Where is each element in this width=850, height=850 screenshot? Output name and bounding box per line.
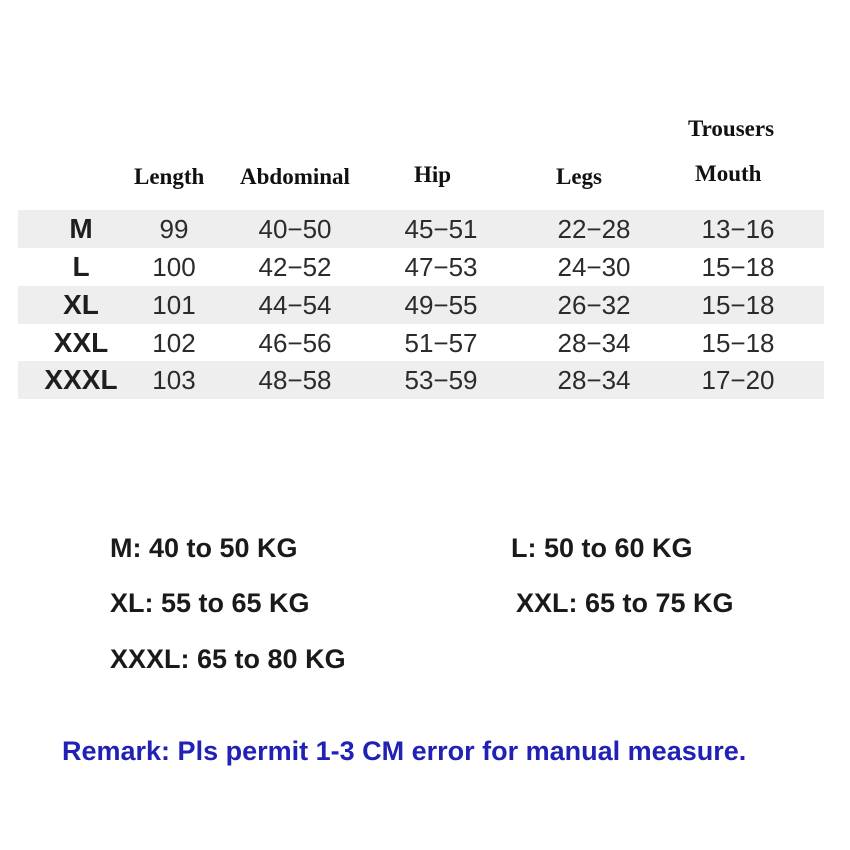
legs-cell: 22−28 — [557, 214, 631, 244]
mouth-cell: 15−18 — [701, 290, 775, 320]
hip-cell: 49−55 — [404, 290, 478, 320]
header-legs: Legs — [556, 164, 602, 189]
size-cell: L — [72, 251, 90, 282]
length-cell: 103 — [152, 365, 196, 395]
size-cell: XXXL — [44, 364, 118, 395]
hip-cell: 45−51 — [404, 214, 478, 244]
table-row — [18, 361, 824, 399]
legs-cell: 26−32 — [557, 290, 631, 320]
remark-note: Remark: Pls permit 1-3 CM error for manual measure. — [62, 736, 747, 766]
mouth-cell: 15−18 — [701, 328, 775, 358]
header-hip: Hip — [414, 162, 452, 187]
table-row — [18, 286, 824, 324]
abdominal-cell: 44−54 — [258, 290, 332, 320]
weight-xxl: XXL: 65 to 75 KG — [516, 588, 734, 618]
header-mouth: Mouth — [695, 161, 762, 186]
length-cell: 102 — [152, 328, 196, 358]
header-trousers: Trousers — [688, 116, 775, 141]
mouth-cell: 15−18 — [701, 252, 775, 282]
abdominal-cell: 46−56 — [258, 328, 332, 358]
length-cell: 100 — [152, 252, 196, 282]
length-cell: 101 — [152, 290, 196, 320]
hip-cell: 51−57 — [404, 328, 478, 358]
size-cell: XXL — [53, 327, 109, 358]
length-cell: 99 — [159, 214, 189, 244]
weight-m: M: 40 to 50 KG — [110, 533, 298, 563]
weight-xxxl: XXXL: 65 to 80 KG — [110, 644, 346, 674]
mouth-cell: 13−16 — [701, 214, 775, 244]
abdominal-cell: 48−58 — [258, 365, 332, 395]
hip-cell: 53−59 — [404, 365, 478, 395]
legs-cell: 24−30 — [557, 252, 631, 282]
weight-l: L: 50 to 60 KG — [511, 533, 693, 563]
legs-cell: 28−34 — [557, 328, 631, 358]
abdominal-cell: 40−50 — [258, 214, 332, 244]
table-row — [18, 248, 824, 286]
table-row — [18, 210, 824, 248]
abdominal-cell: 42−52 — [258, 252, 332, 282]
header-length: Length — [134, 164, 205, 189]
hip-cell: 47−53 — [404, 252, 478, 282]
weight-xl: XL: 55 to 65 KG — [110, 588, 310, 618]
size-cell: M — [69, 213, 93, 244]
header-abdominal: Abdominal — [240, 164, 350, 189]
legs-cell: 28−34 — [557, 365, 631, 395]
size-cell: XL — [63, 289, 99, 320]
mouth-cell: 17−20 — [701, 365, 775, 395]
table-row — [18, 324, 824, 362]
